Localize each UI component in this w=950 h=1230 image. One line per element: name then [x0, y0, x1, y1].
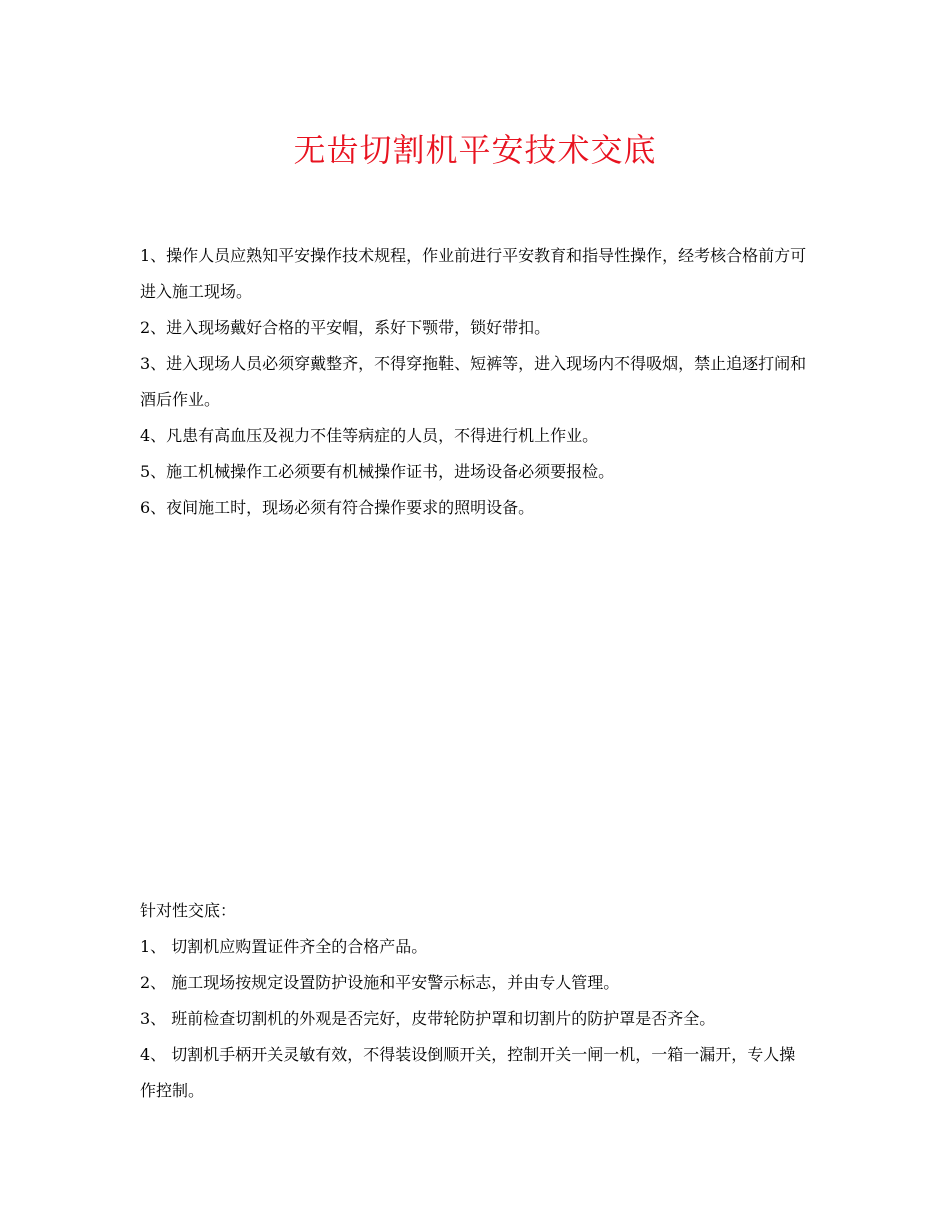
list-item: 1、 切割机应购置证件齐全的合格产品。 [140, 937, 428, 956]
list-item: 3、进入现场人员必须穿戴整齐，不得穿拖鞋、短裤等，进入现场内不得吸烟，禁止追逐打闹和酒后作业。 [140, 354, 807, 409]
list-item: 6、夜间施工时，现场必须有符合操作要求的照明设备。 [140, 498, 535, 517]
document-title: 无齿切割机平安技术交底 [293, 131, 657, 169]
list-item: 1、操作人员应熟知平安操作技术规程，作业前进行平安教育和指导性操作，经考核合格前方可进入施工现场。 [140, 246, 807, 301]
list-item: 4、 切割机手柄开关灵敏有效，不得装设倒顺开关，控制开关一闸一机，一箱一漏开，专人操作控制。 [140, 1045, 796, 1100]
list-item: 2、 施工现场按规定设置防护设施和平安警示标志，并由专人管理。 [140, 973, 620, 992]
targeted-section [140, 893, 810, 1109]
safety-items-list [140, 238, 810, 526]
targeted-heading: 针对性交底： [140, 901, 237, 920]
list-item: 5、施工机械操作工必须要有机械操作证书，进场设备必须要报检。 [140, 462, 615, 481]
list-item: 4、凡患有高血压及视力不佳等病症的人员，不得进行机上作业。 [140, 426, 599, 445]
list-item: 2、进入现场戴好合格的平安帽，系好下颚带，锁好带扣。 [140, 318, 551, 337]
list-item: 3、 班前检查切割机的外观是否完好，皮带轮防护罩和切割片的防护罩是否齐全。 [140, 1009, 716, 1028]
